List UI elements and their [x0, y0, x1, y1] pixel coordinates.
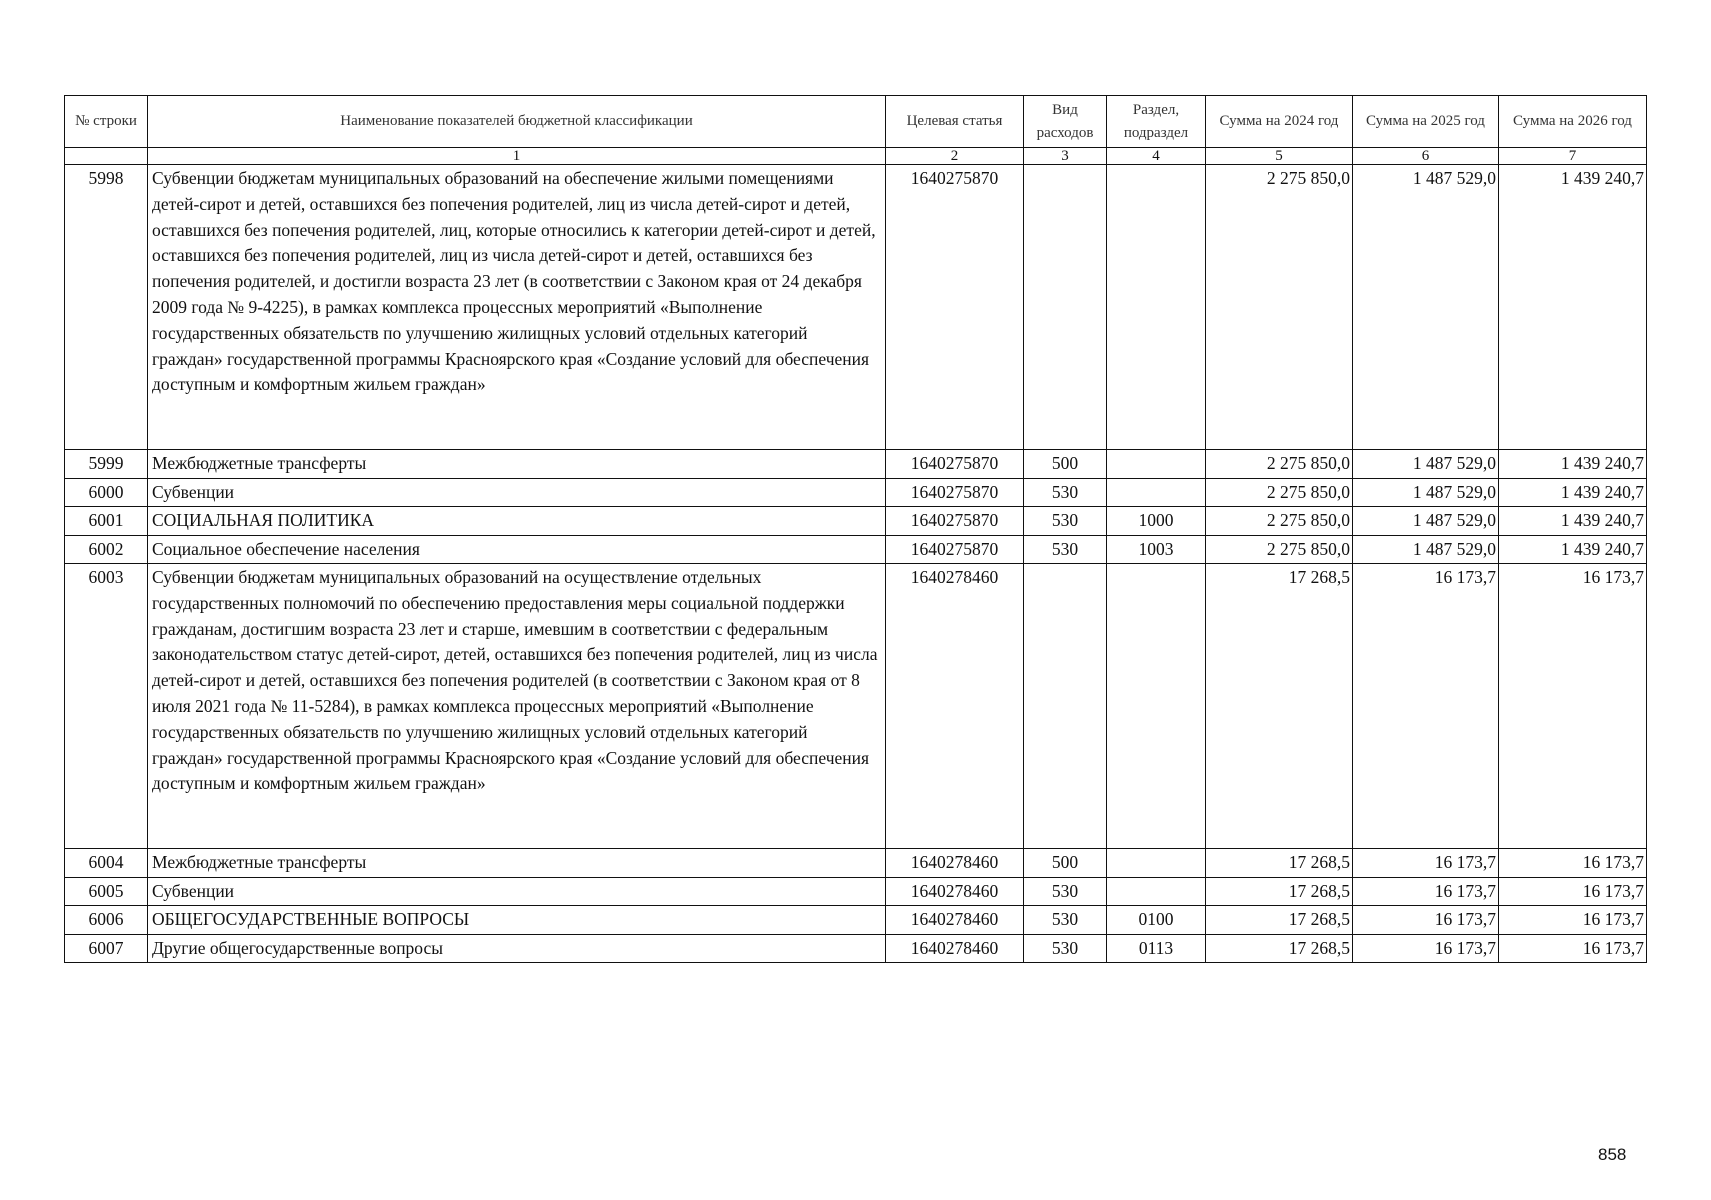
budget-table-sheet	[64, 95, 1646, 963]
indicator-name: Межбюджетные трансферты	[148, 450, 886, 479]
sum-2024: 2 275 850,0	[1206, 450, 1353, 479]
sum-2024: 2 275 850,0	[1206, 507, 1353, 536]
section-code: 0113	[1107, 934, 1206, 963]
sum-2026: 16 173,7	[1499, 849, 1647, 878]
row-number: 6005	[65, 877, 148, 906]
sum-2025: 16 173,7	[1353, 849, 1499, 878]
sum-2025: 1 487 529,0	[1353, 478, 1499, 507]
sum-2024: 17 268,5	[1206, 877, 1353, 906]
indicator-name: ОБЩЕГОСУДАРСТВЕННЫЕ ВОПРОСЫ	[148, 906, 886, 935]
target-article: 1640275870	[886, 535, 1024, 564]
indicator-name: Субвенции	[148, 478, 886, 507]
target-article: 1640275870	[886, 450, 1024, 479]
indicator-name: Субвенции бюджетам муниципальных образований на осуществление отдельных государственных полномочий по обеспечению предоставления меры социальной поддержки гражданам, достигшим возраста 23 лет и старше, имевшим в соответствии с федеральным законодательством статус детей-сирот, детей, оставшихся без попечения родителей, лиц из числа детей-сирот и детей, оставшихся без попечения родителей (в соответствии с Законом края от 8 июля 2021 года № 11-5284), в рамках комплекса процессных мероприятий «Выполнение государственных обязательств по улучшению жилищных условий отдельных категорий граждан» государственной программы Красноярского края «Создание условий для обеспечения доступным и комфортным жильем граждан»	[148, 564, 886, 849]
sum-2024: 17 268,5	[1206, 564, 1353, 849]
table-body	[65, 165, 1647, 963]
section-code: 1003	[1107, 535, 1206, 564]
row-number: 6006	[65, 906, 148, 935]
row-number: 6001	[65, 507, 148, 536]
indicator-name: Субвенции бюджетам муниципальных образований на обеспечение жилыми помещениями детей-сирот и детей, оставшихся без попечения родителей, лиц из числа детей-сирот и детей, оставшихся без попечения родителей, лиц, которые относились к категории детей-сирот и детей, оставшихся без попечения родителей, лиц из числа детей-сирот и детей, оставшихся без попечения родителей, и достигли возраста 23 лет (в соответствии с Законом края от 24 декабря 2009 года № 9-4225), в рамках комплекса процессных мероприятий «Выполнение государственных обязательств по улучшению жилищных условий отдельных категорий граждан» государственной программы Красноярского края «Создание условий для обеспечения доступным и комфортным жильем граждан»	[148, 165, 886, 450]
section-code: 0100	[1107, 906, 1206, 935]
table-row	[65, 165, 1647, 450]
column-number: 7	[1499, 148, 1647, 165]
column-number: 4	[1107, 148, 1206, 165]
sum-2024: 17 268,5	[1206, 849, 1353, 878]
header-target-article: Целевая статья	[886, 96, 1024, 148]
column-number: 6	[1353, 148, 1499, 165]
header-indicator-name: Наименование показателей бюджетной классификации	[148, 96, 886, 148]
sum-2025: 16 173,7	[1353, 877, 1499, 906]
target-article: 1640275870	[886, 478, 1024, 507]
sum-2025: 16 173,7	[1353, 564, 1499, 849]
sum-2025: 1 487 529,0	[1353, 535, 1499, 564]
expense-type: 500	[1024, 450, 1107, 479]
header-expense-type: Вид расходов	[1024, 96, 1107, 148]
header-section: Раздел, подраздел	[1107, 96, 1206, 148]
expense-type: 530	[1024, 934, 1107, 963]
expense-type	[1024, 165, 1107, 450]
sum-2026: 16 173,7	[1499, 906, 1647, 935]
table-row	[65, 507, 1647, 536]
budget-classification-table	[64, 95, 1647, 963]
row-number: 6002	[65, 535, 148, 564]
expense-type	[1024, 564, 1107, 849]
table-row	[65, 535, 1647, 564]
column-number: 1	[148, 148, 886, 165]
row-number: 5999	[65, 450, 148, 479]
indicator-name: Межбюджетные трансферты	[148, 849, 886, 878]
target-article: 1640278460	[886, 877, 1024, 906]
page-number: 858	[1598, 1145, 1627, 1164]
sum-2026: 1 439 240,7	[1499, 478, 1647, 507]
expense-type: 530	[1024, 478, 1107, 507]
column-number: 3	[1024, 148, 1107, 165]
row-number: 6000	[65, 478, 148, 507]
section-code: 1000	[1107, 507, 1206, 536]
sum-2024: 17 268,5	[1206, 934, 1353, 963]
sum-2026: 1 439 240,7	[1499, 450, 1647, 479]
section-code	[1107, 450, 1206, 479]
expense-type: 530	[1024, 906, 1107, 935]
sum-2024: 2 275 850,0	[1206, 478, 1353, 507]
section-code	[1107, 165, 1206, 450]
indicator-name: СОЦИАЛЬНАЯ ПОЛИТИКА	[148, 507, 886, 536]
sum-2026: 16 173,7	[1499, 564, 1647, 849]
header-sum-2024: Сумма на 2024 год	[1206, 96, 1353, 148]
target-article: 1640275870	[886, 507, 1024, 536]
column-number: 2	[886, 148, 1024, 165]
target-article: 1640275870	[886, 165, 1024, 450]
header-sum-2025: Сумма на 2025 год	[1353, 96, 1499, 148]
section-code	[1107, 564, 1206, 849]
target-article: 1640278460	[886, 849, 1024, 878]
table-row	[65, 450, 1647, 479]
indicator-name: Субвенции	[148, 877, 886, 906]
target-article: 1640278460	[886, 906, 1024, 935]
table-row	[65, 849, 1647, 878]
sum-2024: 17 268,5	[1206, 906, 1353, 935]
indicator-name: Социальное обеспечение населения	[148, 535, 886, 564]
sum-2026: 16 173,7	[1499, 877, 1647, 906]
target-article: 1640278460	[886, 934, 1024, 963]
sum-2026: 16 173,7	[1499, 934, 1647, 963]
target-article: 1640278460	[886, 564, 1024, 849]
table-row	[65, 877, 1647, 906]
table-row	[65, 906, 1647, 935]
sum-2025: 16 173,7	[1353, 906, 1499, 935]
header-row	[65, 96, 1647, 148]
row-number: 6003	[65, 564, 148, 849]
table-row	[65, 934, 1647, 963]
table-row	[65, 564, 1647, 849]
row-number: 6004	[65, 849, 148, 878]
sum-2025: 1 487 529,0	[1353, 507, 1499, 536]
sum-2026: 1 439 240,7	[1499, 507, 1647, 536]
sum-2024: 2 275 850,0	[1206, 165, 1353, 450]
section-code	[1107, 877, 1206, 906]
sum-2025: 1 487 529,0	[1353, 450, 1499, 479]
column-number-row	[65, 148, 1647, 165]
expense-type: 530	[1024, 877, 1107, 906]
header-row-number: № строки	[65, 96, 148, 148]
header-sum-2026: Сумма на 2026 год	[1499, 96, 1647, 148]
indicator-name: Другие общегосударственные вопросы	[148, 934, 886, 963]
column-number	[65, 148, 148, 165]
row-number: 6007	[65, 934, 148, 963]
sum-2026: 1 439 240,7	[1499, 165, 1647, 450]
sum-2024: 2 275 850,0	[1206, 535, 1353, 564]
expense-type: 500	[1024, 849, 1107, 878]
section-code	[1107, 849, 1206, 878]
sum-2025: 1 487 529,0	[1353, 165, 1499, 450]
sum-2025: 16 173,7	[1353, 934, 1499, 963]
column-number: 5	[1206, 148, 1353, 165]
expense-type: 530	[1024, 507, 1107, 536]
section-code	[1107, 478, 1206, 507]
table-row	[65, 478, 1647, 507]
expense-type: 530	[1024, 535, 1107, 564]
sum-2026: 1 439 240,7	[1499, 535, 1647, 564]
row-number: 5998	[65, 165, 148, 450]
